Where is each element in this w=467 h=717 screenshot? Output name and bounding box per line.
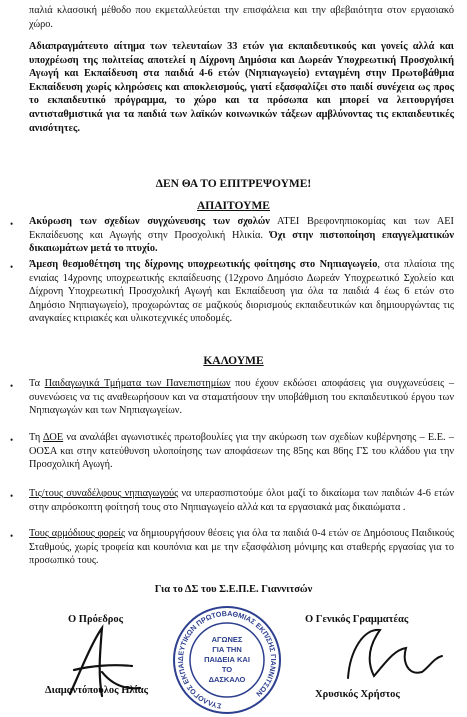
demand-1-text: ΑΤΕΙ Βρεφονηπιοκομίας και των ΑΕΙ Εκπαίδευσης και Αγωγής στην Προσχολική Ηλικία.: [29, 216, 454, 241]
heading-den-tha: ΔΕΝ ΘΑ ΤΟ ΕΠΙΤΡΕΨΟΥΜΕ!: [155, 178, 312, 190]
bullet-icon: •: [10, 491, 14, 501]
call-item-2: [29, 431, 454, 472]
call-3-underlined: Τις/τους συναδέλφους νηπιαγωγούς: [29, 488, 179, 499]
bullet-icon: •: [10, 219, 14, 229]
bullet-icon: •: [10, 531, 14, 541]
call-1-underlined: Παιδαγωγικά Τμήματα των Πανεπιστημίων: [44, 378, 231, 389]
demand-1-lead: Ακύρωση των σχεδίων συγχώνευσης των σχολών: [29, 216, 270, 227]
secretary-signature: [330, 620, 450, 690]
demand-2-text: , στα πλαίσια της ενιαίας 14χρονης υποχρεωτικής εκπαίδευσης (12χρονο Δημόσιο Δωρεάν Υποχρεωτικό Σχολείο και Δίχρονη Υποχρεωτική Προσχολική Αγωγή και Εκπαίδευση για όλα τα παιδιά 4 έως 6 ετών στο Δημόσιο Νηπιαγωγείο), προχωρώντας σε μαζικούς διορισμούς εκπαιδευτικών και δημιουργώντας τις αναγκαίες κτιριακές και υλικοτεχνικές υποδομές.: [29, 259, 454, 325]
bullet-icon: •: [10, 262, 14, 272]
call-1-lead: Τα: [29, 378, 45, 389]
stamp-ring-text: ΣΥΛΛΟΓΟΣ ΕΚΠΑΙΔΕΥΤΙΚΩΝ ΠΡΩΤΟΒΑΘΜΙΑΣ ΕΚΠ/ΣΗΣ ΓΙΑΝΝΙΤΣΩΝ: [175, 608, 279, 711]
bullet-icon: •: [10, 435, 14, 445]
intro-paragraph: παλιά κλασσική μέθοδο που εκμεταλλεύεται την επισφάλεια και την αβεβαιότητα στον εργασιακό χώρο.: [29, 5, 454, 30]
call-4-underlined: Τους αρμόδιους φορείς: [29, 528, 126, 539]
president-name: Διαμαντόπουλος Ηλίας: [45, 685, 149, 696]
signoff-line: Για το ΔΣ του Σ.Ε.Π.Ε. Γιαννιτσών: [154, 584, 313, 595]
president-title: Ο Πρόεδρος: [68, 614, 124, 625]
call-item-3: [29, 487, 454, 514]
call-item-4: [29, 527, 454, 568]
call-2-underlined: ΔΟΕ: [42, 432, 64, 443]
call-4-text: να δημιουργήσουν θέσεις για όλα τα παιδιά 0-4 ετών σε Δημόσιους Παιδικούς Σταθμούς, χωρίς τροφεία και κουπόνια και με την εξασφάλιση μόνιμης και σταθερής εργασίας για το προσωπικό τους.: [29, 528, 454, 567]
call-2-text: να αναλάβει αγωνιστικές πρωτοβουλίες για την ακύρωση των σχεδίων κυβέρνησης – Ε.Ε. – ΟΟΣΑ και στην κατεύθυνση υλοποίησης των αποφάσεων της 85ης και 86ης ΓΣ του κλάδου για την Προσχολική Αγωγή.: [29, 432, 454, 471]
stamp-line-2: ΓΙΑ ΤΗΝ: [212, 645, 242, 654]
call-item-1: [29, 377, 454, 418]
main-paragraph: Αδιαπραγμάτευτο αίτημα των τελευταίων 33 ετών για εκπαιδευτικούς και γονείς αλλά και υποχρέωση της πολιτείας αποτελεί η Δίχρονη Δημόσια και Δωρεάν Υποχρεωτική Προσχολική Αγωγή και Εκπαίδευση στα παιδιά 4-6 ετών (Νηπιαγωγείο) ενταγμένη στην Πρωτοβάθμια Εκπαίδευση χωρίς κληρώσεις και αποκλεισμούς, γιατί εξασφαλίζει στο παιδί συνέχεια ως προς το εκπαιδευτικό πρόγραμμα, το χώρο και τα πρόσωπα και μπορεί να λειτουργήσει αντισταθμιστικά για τα παιδιά των λαϊκών κοινωνικών τάξεων αμβλύνοντας τις εκπαιδευτικές ανισότητες.: [29, 41, 454, 134]
bullet-icon: •: [10, 381, 14, 391]
stamp-line-1: ΑΓΩΝΕΣ: [211, 635, 243, 644]
demand-1-tail: Όχι στην πιστοποίηση επαγγελματικών δικαιωμάτων μετά το πτυχίο.: [29, 229, 455, 255]
demand-item-2: [29, 258, 454, 326]
stamp-line-5: ΔΑΣΚΑΛΟ: [208, 675, 246, 684]
secretary-name: Χρυσικός Χρήστος: [315, 689, 400, 700]
demand-2-lead: Άμεση θεσμοθέτηση της δίχρονης υποχρεωτικής φοίτησης στο Νηπιαγωγείο: [29, 259, 378, 270]
association-stamp: [170, 604, 285, 716]
call-2-lead: Τη: [29, 432, 43, 443]
secretary-title: Ο Γενικός Γραμματέας: [305, 614, 409, 625]
heading-apaitoume: ΑΠΑΙΤΟΥΜΕ: [197, 200, 270, 212]
stamp-line-3: ΠΑΙΔΕΙΑ ΚΑΙ: [204, 655, 250, 664]
demand-item-1: [29, 215, 454, 256]
heading-kaloume: ΚΑΛΟΥΜΕ: [203, 355, 264, 367]
call-1-text: που έχουν εκδώσει αποφάσεις για συγχωνεύσεις – συνενώσεις να τις αναθεωρήσουν και να σταματήσουν την υποβάθμιση του εκπαιδευτικού έργου των Νηπιαγωγών και των Νηπιαγωγείων.: [29, 378, 454, 417]
call-3-text: να υπερασπιστούμε όλοι μαζί το δικαίωμα των παιδιών 4-6 ετών στην απρόσκοπτη φοίτησή τους στο Νηπιαγωγείο αλλά και τα εργασιακά μας δικαιώματα .: [29, 488, 454, 513]
stamp-line-4: ΤΟ: [221, 665, 233, 674]
